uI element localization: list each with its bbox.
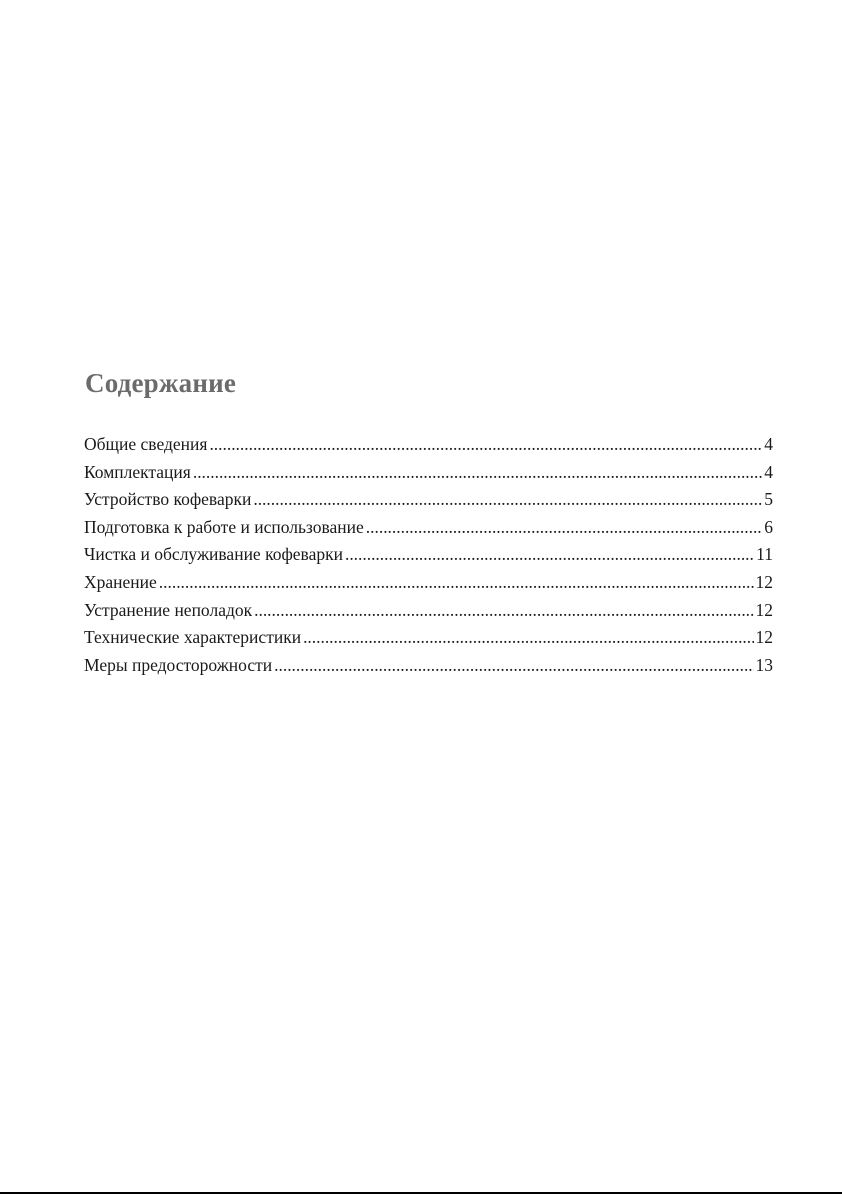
toc-entry-safety-precautions[interactable]	[84, 652, 773, 680]
toc-entry-label: Хранение	[84, 571, 157, 592]
toc-entry-device-structure[interactable]	[84, 486, 773, 514]
toc-dot-leader	[303, 624, 753, 652]
toc-dot-leader	[274, 652, 753, 680]
toc-entry-general-info[interactable]	[84, 431, 773, 459]
toc-entry-label: Устройство кофеварки	[84, 489, 252, 510]
toc-dot-leader	[345, 541, 754, 569]
toc-dot-leader	[209, 431, 762, 459]
toc-entry-specifications[interactable]	[84, 624, 773, 652]
toc-dot-leader	[159, 569, 754, 597]
toc-entry-page: 11	[756, 544, 773, 565]
toc-entry-label: Подготовка к работе и использование	[84, 516, 364, 537]
toc-entry-label: Чистка и обслуживание кофеварки	[84, 544, 343, 565]
toc-entry-page: 12	[755, 571, 773, 592]
toc-dot-leader	[253, 486, 762, 514]
toc-entry-label: Технические характеристики	[84, 627, 302, 648]
toc-entry-page: 4	[764, 461, 773, 482]
toc-entry-label: Общие сведения	[84, 434, 208, 454]
toc-title: Содержание	[85, 368, 237, 398]
toc-entry-page: 5	[764, 489, 773, 510]
toc-entry-page: 4	[764, 434, 773, 454]
toc-dot-leader	[366, 514, 762, 542]
toc-entry-label: Комплектация	[84, 461, 191, 482]
toc-entry-storage[interactable]	[84, 569, 773, 597]
toc-entry-page: 13	[755, 654, 773, 675]
toc-entry-preparation-usage[interactable]	[84, 514, 773, 542]
toc-dot-leader	[254, 597, 753, 625]
toc-entry-troubleshooting[interactable]	[84, 597, 773, 625]
toc-entry-cleaning-maintenance[interactable]	[84, 541, 773, 569]
toc-entry-page: 12	[755, 599, 773, 620]
toc-list	[84, 431, 773, 679]
toc-entry-page: 6	[764, 516, 773, 537]
toc-entry-package-contents[interactable]	[84, 459, 773, 487]
toc-entry-page: 12	[755, 627, 773, 648]
toc-dot-leader	[193, 459, 762, 487]
toc-entry-label: Устранение неполадок	[84, 599, 253, 620]
toc-entry-label: Меры предосторожности	[84, 654, 273, 675]
